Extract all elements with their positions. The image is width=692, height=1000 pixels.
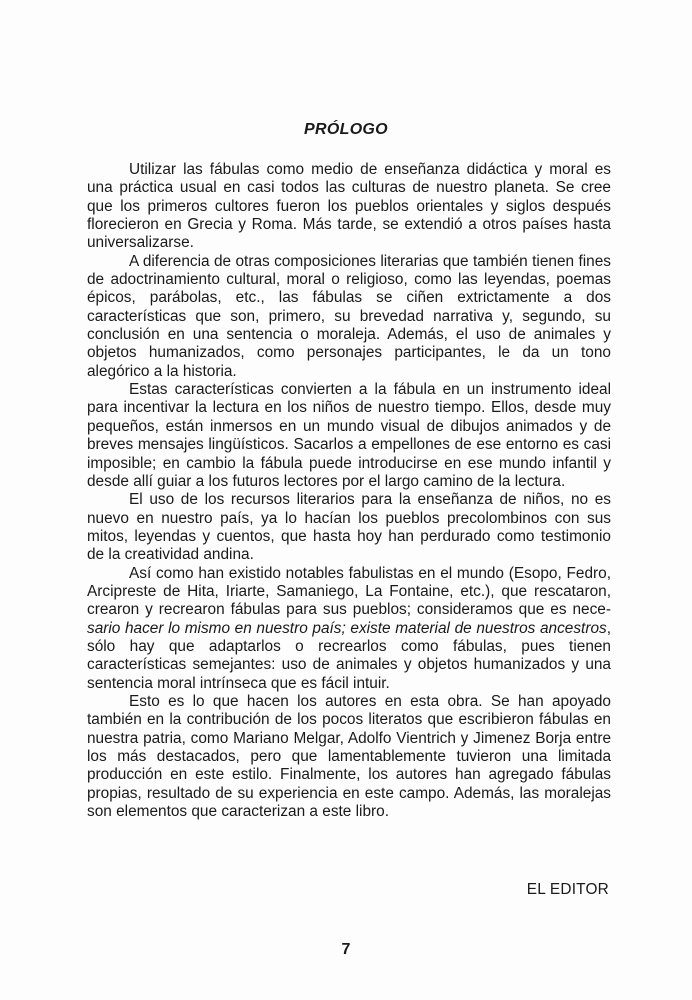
paragraph-1: Utilizar las fábulas como medio de enseñanza didáctica y moral es una práctica usual en casi todos las culturas de nuestro planeta. Se cree que los primeros cultores fueron los pueblos orientales y siglos después florecieron en Grecia y Roma. Más tarde, se extendió a otros países hasta universalizarse. [87, 161, 611, 252]
paragraph-5-italic: sario hacer lo mismo en nuestro país; existe material de nuestros ancestros [87, 619, 607, 637]
paragraph-2: A diferencia de otras composiciones literarias que también tienen fines de adoctrinamiento cultural, moral o religioso, como las leyendas, poemas épicos, parábolas, etc., las fábulas se ciñen extrictamente a dos características que son, primero, su brevedad narrativa y, segundo, su conclusión en una sentencia o moraleja. Además, el uso de animales y objetos humanizados, como personajes participantes, le da un tono alegórico a la historia. [87, 252, 611, 380]
paragraph-5-end: , sólo hay que adaptarlos o recrearlos como fábulas, pues tienen características semejantes: uso de animales y objetos humanizados y una sentencia moral intrínseca que es fácil intuir. [87, 619, 611, 692]
paragraph-5-start: Así como han existido notables fabulistas en el mundo (Esopo, Fedro, Arcipreste de Hita, Iriarte, Samaniego, La Fontaine, etc.), que rescataron, crearon y recrearon fábulas para sus pueblos; consideramos que es nece- [87, 564, 611, 619]
paragraph-3: Estas características convierten a la fábula en un instrumento ideal para incentivar la lectura en los niños de nuestro tiempo. Ellos, desde muy pequeños, están inmersos en un mundo visual de dibujos animados y de breves mensajes lingüísticos. Sacarlos a empellones de ese entorno es casi imposible; en cambio la fábula puede introducirse en ese mundo infantil y desde allí guiar a los futuros lectores por el largo camino de la lectura. [87, 381, 611, 490]
editor-signature: EL EDITOR [526, 881, 609, 898]
paragraph-6: Esto es lo que hacen los autores en esta obra. Se han apoyado también en la contribución de los pocos literatos que escribieron fábulas en nuestra patria, como Mariano Melgar, Adolfo Vientrich y Jimenez Borja entre los más destacados, pero que lamentablemente tuvieron una limitada producción en este estilo. Finalmente, los autores han agregado fábulas propias, resultado de su experiencia en este campo. Además, las moralejas son elementos que caracterizan a este libro. [87, 692, 611, 821]
page-number: 7 [341, 941, 351, 958]
prologue-body [87, 161, 611, 821]
paragraph-4: El uso de los recursos literarios para la enseñanza de niños, no es nuevo en nuestro país, ya lo hacían los pueblos precolombinos con sus mitos, leyendas y cuentos, que hasta hoy han perdurado como testimonio de la creatividad andina. [87, 491, 611, 564]
paragraph-5 [87, 565, 611, 693]
page-title: PRÓLOGO [304, 121, 388, 138]
